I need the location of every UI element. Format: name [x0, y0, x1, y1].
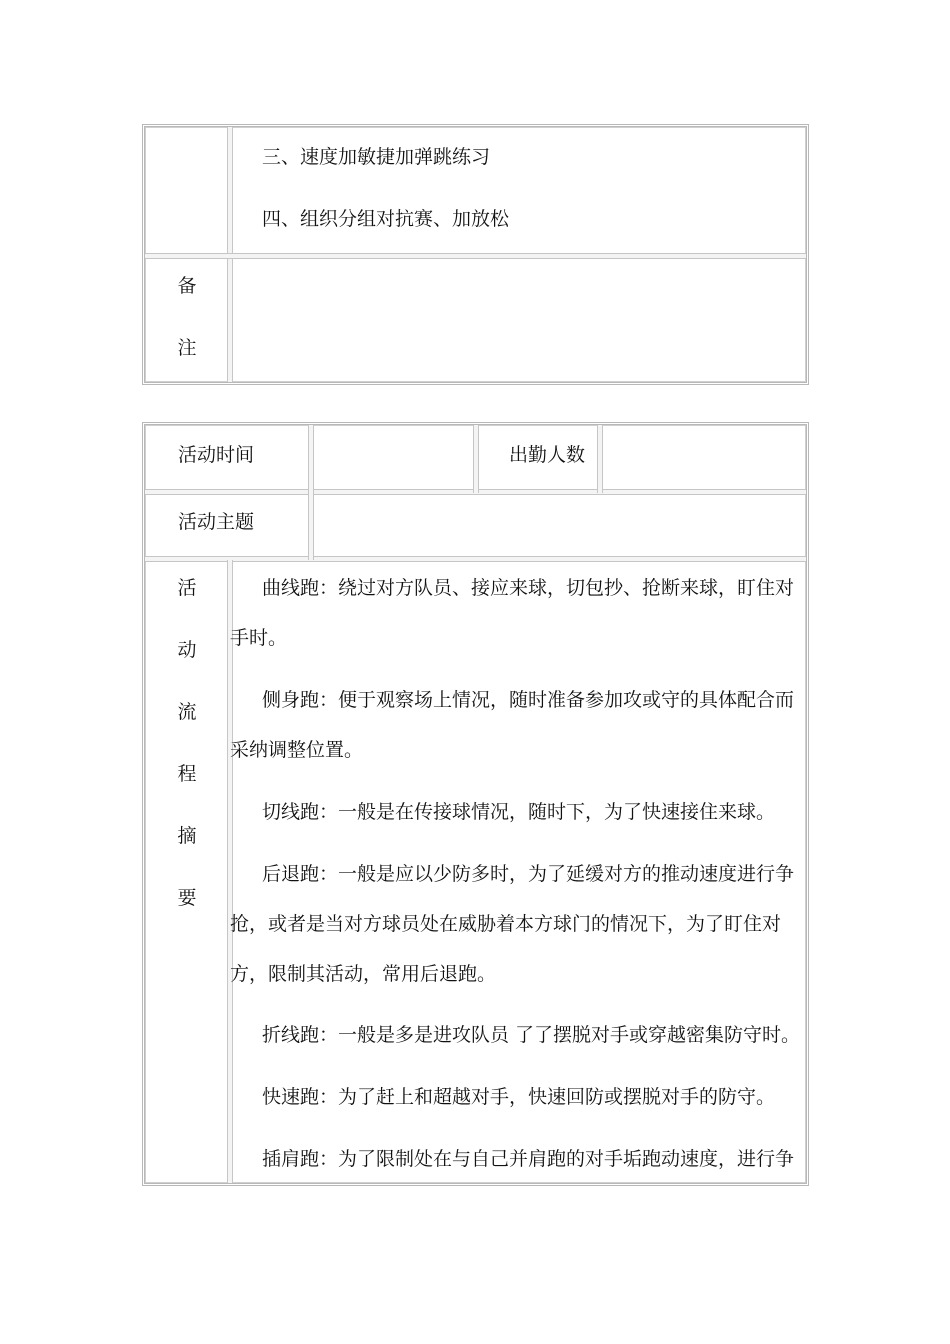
process-line: 手时。 — [230, 627, 288, 649]
process-line: 曲线跑：绕过对方队员、接应来球，切包抄、抢断来球，盯住对 — [262, 577, 795, 599]
attendance-value — [604, 429, 800, 487]
process-line: 快速跑：为了赶上和超越对手，快速回防或摆脱对手的防守。 — [262, 1086, 776, 1108]
process-line: 插肩跑：为了限制处在与自己并肩跑的对手垢跑动速度，进行争 — [262, 1148, 795, 1170]
process-line: 后退跑：一般是应以少防多时，为了延缓对方的推动速度进行争 — [262, 863, 795, 885]
remarks-value-cell — [233, 259, 802, 378]
process-label-char: 流 — [177, 701, 197, 723]
column-divider — [227, 560, 233, 1183]
activity-time-value — [315, 429, 470, 487]
process-label-char: 程 — [177, 763, 197, 785]
process-line: 采纳调整位置。 — [230, 739, 364, 761]
process-label-char: 摘 — [177, 825, 197, 847]
column-divider — [473, 425, 479, 493]
remarks-label-char: 注 — [177, 337, 197, 359]
plan-line-3: 三、速度加敏捷加弹跳练习 — [262, 146, 491, 168]
attendance-label: 出勤人数 — [509, 444, 586, 466]
process-label-char: 活 — [177, 577, 197, 599]
activity-table — [142, 422, 809, 1186]
process-line: 侧身跑：便于观察场上情况，随时准备参加攻或守的具体配合而 — [262, 689, 795, 711]
process-line: 抢，或者是当对方球员处在威胁着本方球门的情况下，为了盯住对 — [230, 913, 782, 935]
process-line: 折线跑：一般是多是进攻队员 了了摆脱对手或穿越密集防守时。 — [262, 1024, 801, 1046]
plan-line-4: 四、组织分组对抗赛、加放松 — [262, 208, 510, 230]
column-divider — [308, 425, 314, 493]
process-line: 切线跑：一般是在传接球情况，随时下，为了快速接住来球。 — [262, 801, 776, 823]
theme-label: 活动主题 — [178, 511, 255, 533]
theme-value — [315, 496, 800, 554]
plan-table — [142, 124, 809, 385]
row-divider — [145, 556, 806, 562]
process-label-char: 要 — [177, 887, 197, 909]
process-line: 方，限制其活动，常用后退跑。 — [230, 963, 497, 985]
activity-time-label: 活动时间 — [178, 444, 255, 466]
column-divider — [597, 425, 603, 493]
column-divider — [308, 493, 314, 560]
remarks-label-char: 备 — [177, 275, 197, 297]
process-label-char: 动 — [177, 639, 197, 661]
